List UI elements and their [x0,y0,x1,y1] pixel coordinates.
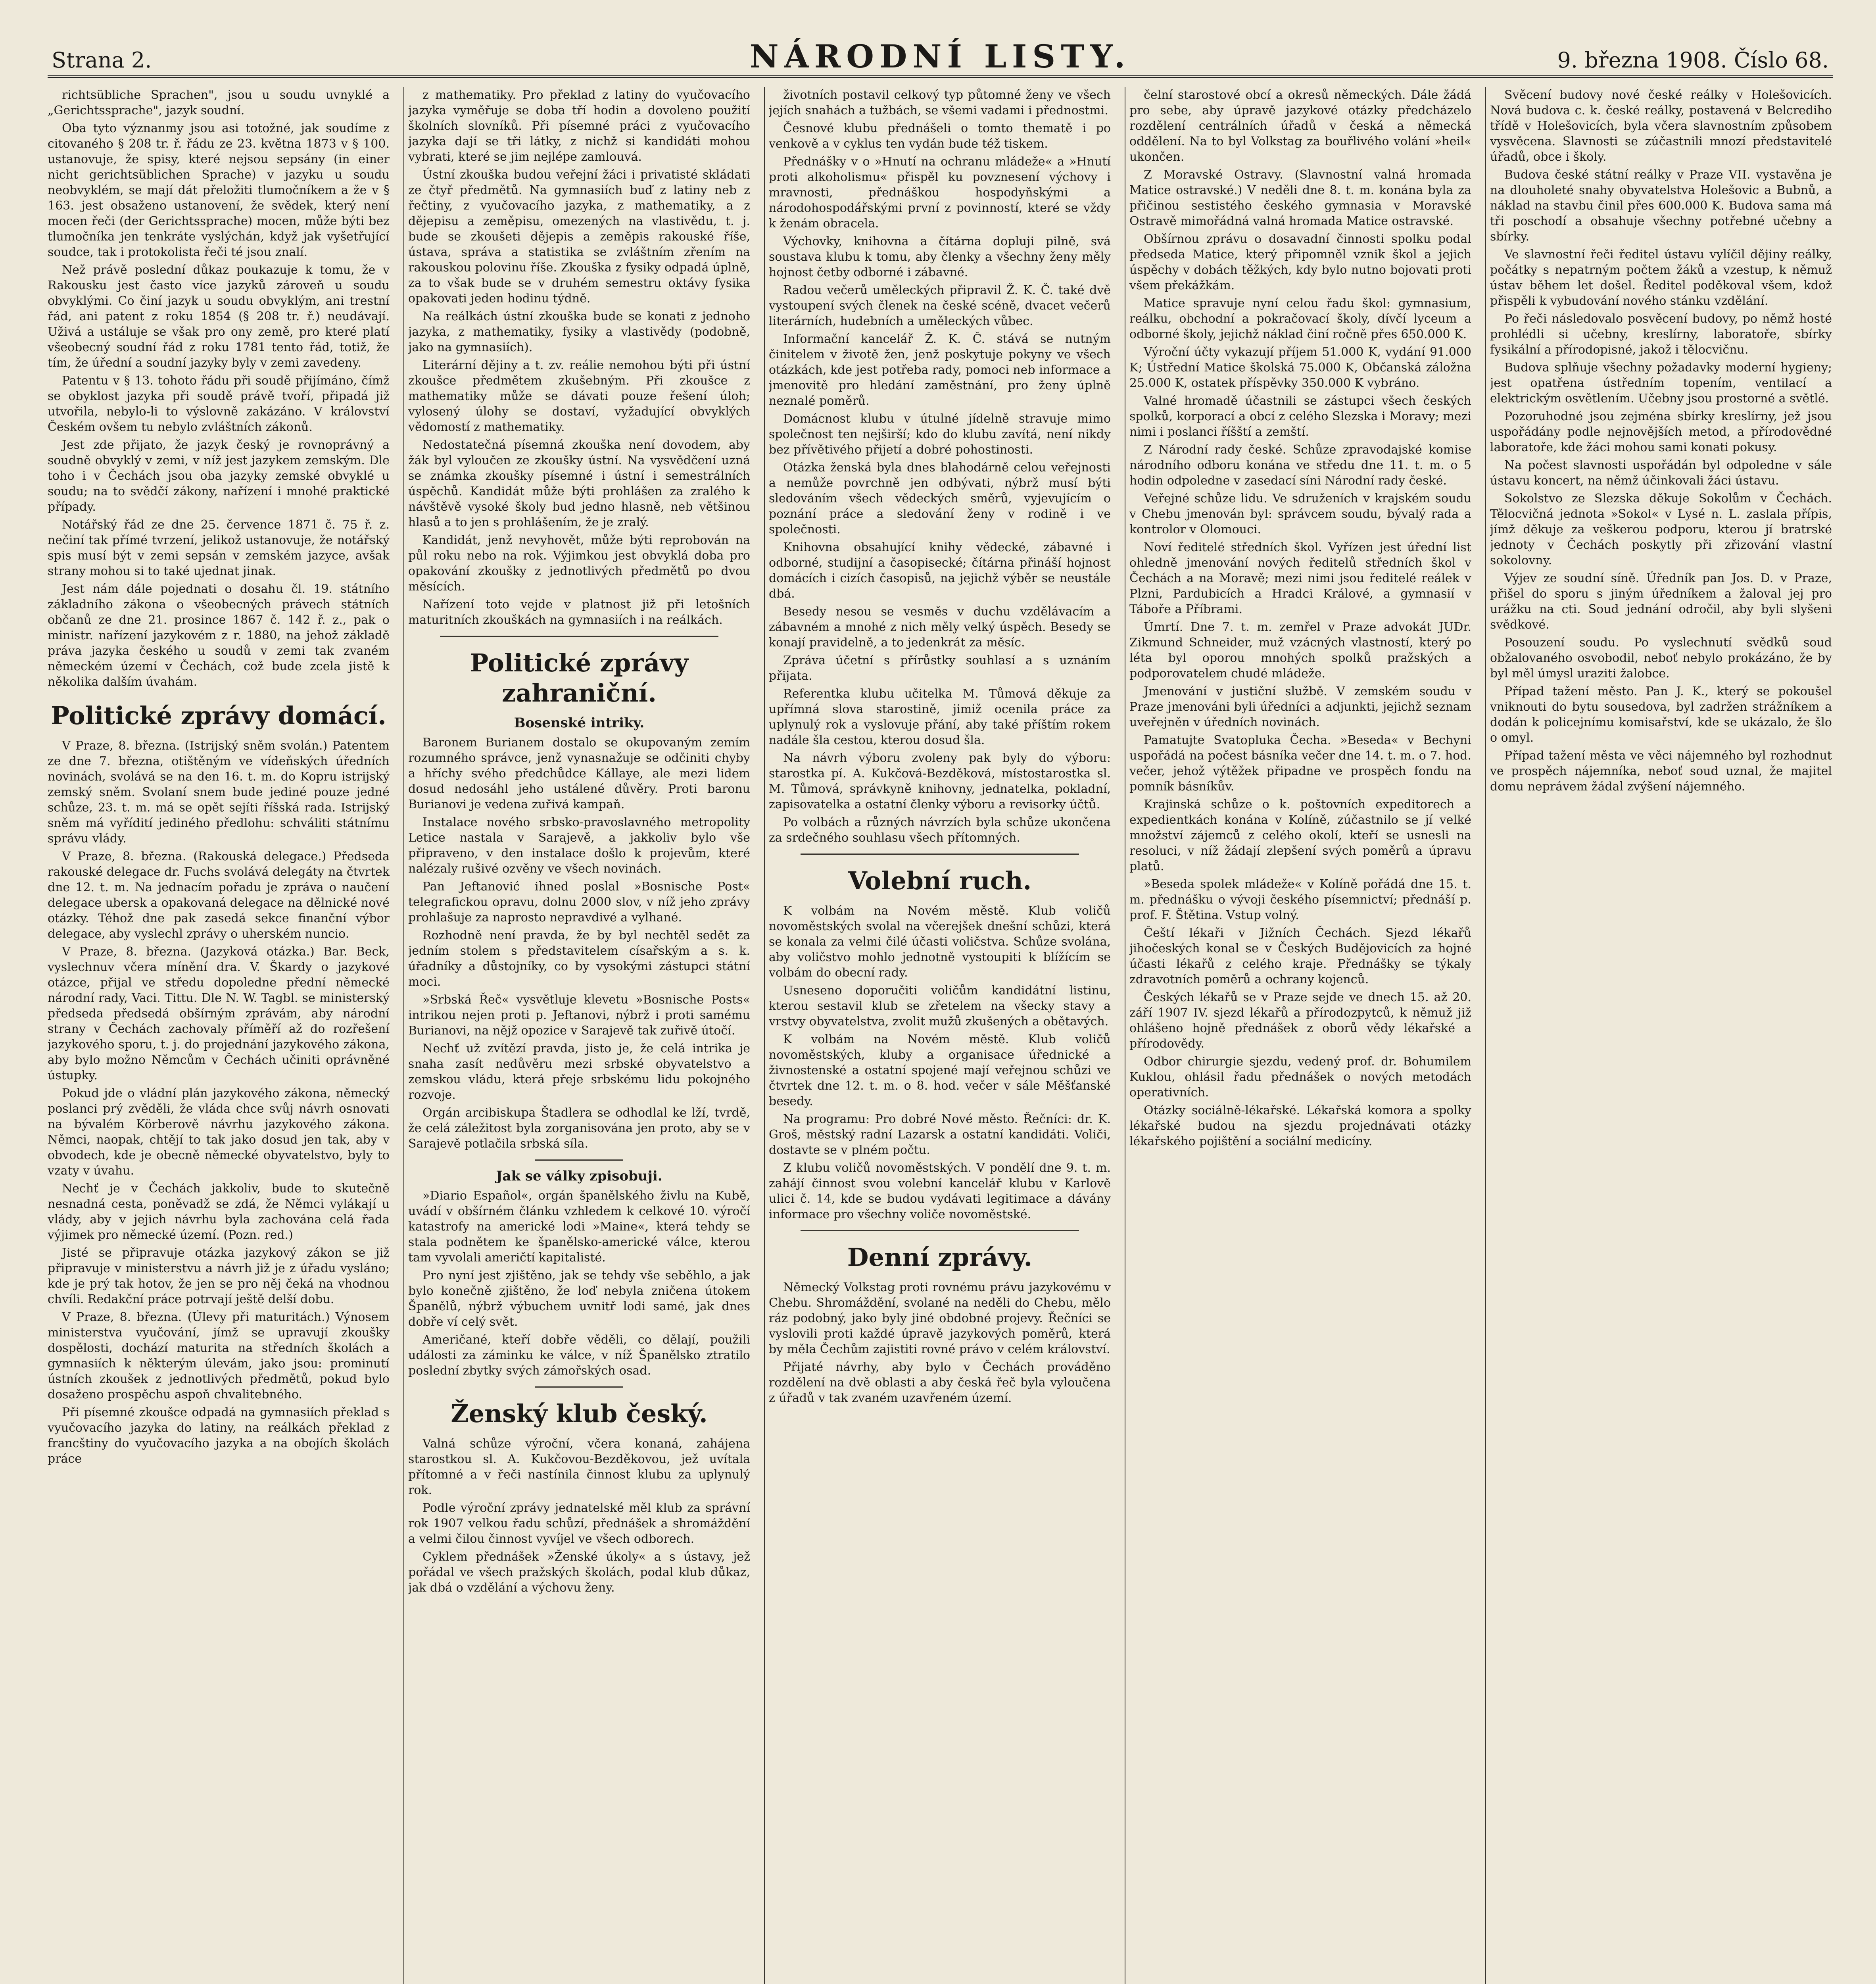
article-paragraph: Jisté se připravuje otázka jazykový zákon se již připravuje v ministerstvu a návrh již je z úřadu vysláno; kde je prý tak hotov, že jen se pro něj čeká na vhodnou chvíli. Redakční práce potrvají ještě delší dobu. [48,1246,390,1306]
article-paragraph: »Beseda spolek mládeže« v Kolíně pořádá dne 15. t. m. přednášku o vývoji českého písemnictví; přednáší p. prof. F. Štětina. Vstup volný. [1129,877,1471,922]
article-paragraph: Rozhodně není pravda, že by byl nechtěl sedět za jedním stolem s představitelem císařským a s. k. úřadníky a důstojníky, co by vysokými zástupci státní moci. [408,929,750,989]
article-paragraph: Pozoruhodné jsou zejména sbírky kreslírny, jež jsou uspořádány podle nejnovějších metod, a přírodovědné laboratoře, kde žáci mohou sami konati pokusy. [1490,409,1832,454]
article-paragraph: Nechť je v Čechách jakkoliv, bude to skutečně nesnadná cesta, poněvadž se zdá, že Němci vylákají u vlády, aby v jejich návrhu byla zachována celá řada výjimek pro německé území. (Pozn. red.) [48,1182,390,1242]
article-paragraph: K volbám na Novém městě. Klub voličů novoměstských svolal na včerejšek dnešní schůzi, která se konala za velmi čilé účasti voličstva. Schůze svolána, aby voličstvo mohlo jednotně vystoupiti k blížícím se volbám do obecní rady. [769,904,1111,980]
article-paragraph: Knihovna obsahující knihy vědecké, zábavné i odborné, studijní a časopisecké; čítárna přináší hojnost domácích i cizích časopisů, na jejichž výběr se neustále dbá. [769,540,1111,601]
column-4 [1129,87,1471,1984]
article-paragraph: Radou večerů uměleckých připravil Ž. K. Č. také dvě vystoupení svých členek na české scéně, dvacet večerů literárních, hudebních a uměleckých vůbec. [769,283,1111,328]
article-paragraph: Krajinská schůze o k. poštovních expeditorech a expedientkách konána v Kolíně, zúčastnilo se jí velké množství zájemců z celého okolí, kteří se usnesli na resoluci, v níž žádají zlepšení svých poměrů a úpravu platů. [1129,798,1471,873]
article-paragraph: Ústní zkouška budou veřejní žáci i privatisté skládati ze čtyř předmětů. Na gymnasiích buď z latiny neb z řečtiny, z vyučovacího jazyka, z mathematiky, a z dějepisu a zeměpisu, omezených na vlastivědu, t. j. bude se zkoušeti dějepis a zeměpis rakouské říše, ústava, správa a statistika se zvláštním zřením na rakouskou polovinu říše. Zkouška z fysiky odpadá úplně, za to však bude se v druhém semestru oktávy fysika opakovati jeden hodinu týdně. [408,168,750,306]
article-paragraph: Besedy nesou se vesměs v duchu vzdělávacím a zábavném a mnohé z nich měly velký úspěch. Besedy se konají pravidelně, a to jedenkrát za měsíc. [769,605,1111,650]
article-paragraph: Přednášky v o »Hnutí na ochranu mládeže« a »Hnutí proti alkoholismu« přispěl ku povznesení výchovy i mravnosti, přednáškou hospodyňskými a národohospodářskými první z povinností, které se vždy k ženám obracela. [769,155,1111,231]
article-paragraph: Usneseno doporučiti voličům kandidátní listinu, kterou sestavil klub se zřetelem na všecky stavy a vrstvy obyvatelstva, zvolit mužů zkušených a obětavých. [769,984,1111,1029]
article-paragraph: Případ tažení město. Pan J. K., který se pokoušel vniknouti do bytu sousedova, byl zadržen strážníkem a dodán k policejnímu komisařství, kde se ukázalo, že šlo o omyl. [1490,684,1832,745]
column-rule [403,87,404,1984]
article-paragraph: Valná schůze výroční, včera konaná, zahájena starostkou sl. A. Kukčovou-Bezděkovou, jež uvítala přítomné a v řeči nastínila činnost klubu za uplynulý rok. [408,1437,750,1497]
article-paragraph: Výjev ze soudní síně. Úředník pan Jos. D. v Praze, přišel do sporu s jiným úředníkem a žaloval jej pro urážku na cti. Soud jednání odročil, aby byli slyšeni svědkové. [1490,571,1832,632]
article-paragraph: Z Národní rady české. Schůze zpravodajské komise národního odboru konána ve středu dne 11. t. m. o 5 hodin odpoledne v zasedací síni Národní rady české. [1129,443,1471,488]
article-paragraph: V Praze, 8. března. (Istrijský sněm svolán.) Patentem ze dne 7. března, otištěným ve vídeňských úředních novinách, svolává se na den 16. t. m. do Kopru istrijský zemský sněm. Svolaní snem bude jediné pouze jedné schůze, 23. t. m. má se opět sejíti říšská rada. Istrijský sněm má vyřídití jediného předlohu: schváliti státnímu správu vlády. [48,739,390,846]
article-paragraph: richtsübliche Sprachen", jsou u soudu uvnyklé a „Gerichtssprache", jazyk soudní. [48,88,390,117]
article-paragraph: V Praze, 8. března. (Rakouská delegace.) Předseda rakouské delegace dr. Fuchs svolává delegáty na čtvrtek dne 12. t. m. Na jednacím pořadu je zpráva o naučení delegace ubersk a opakovaná delegace na dělnické nové otázky. Téhož dne pak zasedá sekce finanční výbor delegace, aby vyslechl zprávy o uherském nuncio. [48,850,390,941]
article-paragraph: Sokolstvo ze Slezska děkuje Sokolům v Čechách. Tělocvičná jednota »Sokol« v Lysé n. L. zaslala přípis, jímž děkuje za veškerou podporu, kterou jí bratrské jednoty v Čechách poskytly při zřizování vlastní sokolovny. [1490,492,1832,567]
article-paragraph: Než právě poslední důkaz poukazuje k tomu, že v Rakousku jest často více jazyků zároveň u soudu obvyklými. Co činí jazyk u soudu obvyklým, ani trestní řád, ani patent z roku 1854 (§ 208 tr. ř.) neudávají. Uživá a ustáluje se však pro ony země, pro které platí všeobecný soudní řád z roku 1781 tento řád, totiž, že tím, že úřední a soudní jazyky byly v zemi zavedeny. [48,263,390,370]
article-paragraph: Valné hromadě účastnili se zástupci všech českých spolků, korporací a obcí z celého Slezska i Moravy; mezi nimi i poslanci říšští a zemští. [1129,394,1471,439]
article-paragraph: Budova české státní reálky v Praze VII. vystavěna je na dlouholeté snahy obyvatelstva Holešovic a Bubnů, a náklad na stavbu činil přes 600.000 K. Budova sama má tři poschodí a obsahuje všechny potřebné učebny a sbírky. [1490,168,1832,244]
article-paragraph: Výchovky, knihovna a čítárna dopluji pilně, svá soustava klubu k tomu, aby členky a všechny ženy měly hojnost četby odborné i zábavné. [769,235,1111,279]
article-paragraph: K volbám na Novém městě. Klub voličů novoměstských, kluby a organisace úřednické a živnostenské a ostatní spojené mají veřejnou schůzi ve čtvrtek dne 12. t. m. o 8. hod. večer v sále Měšťanské besedy. [769,1032,1111,1108]
article-paragraph: Informační kancelář Ž. K. Č. stává se nutným činitelem v životě žen, jenž poskytuje pokyny ve všech otázkách, kde jest potřeba rady, pomoci neb informace a jmenovitě pro hledání zaměstnání, pro ženy úplně neznalé poměrů. [769,332,1111,408]
columns-container [48,87,1833,1984]
section-heading: Politické zprávy zahraniční. [470,648,689,707]
article-paragraph: Výroční účty vykazují příjem 51.000 K, vydání 91.000 K; Ústřední Matice školská 75.000 K, Občanská záložna 25.000 K, ostatek příspěvky 350.000 K vybráno. [1129,345,1471,390]
article-paragraph: V Praze, 8. března. (Úlevy při maturitách.) Výnosem ministerstva vyučování, jímž se upravují zkoušky dospělosti, dochází maturita na středních školách a gymnasiích k některým úlevám, jako jsou: prominutí ústních zkoušek z jednotlivých předmětů, pokud bylo dosaženo prospěchu aspoň chvalitebného. [48,1310,390,1401]
masthead [48,36,1833,78]
article-paragraph: Na návrh výboru zvoleny pak byly do výboru: starostka pí. A. Kukčová-Bezděková, místostarostka sl. M. Tůmová, správkyně knihovny, jednatelka, pokladní, zapisovatelka a ostatní členky výboru a revisorky účtů. [769,751,1111,811]
article-paragraph: Na reálkách ústní zkouška bude se konati z jednoho jazyka, z mathematiky, fysiky a vlastivědy (podobně, jako na gymnasiích). [408,310,750,354]
article-paragraph: Po volbách a různých návrzích byla schůze ukončena za srdečného souhlasu všech přítomných. [769,815,1111,845]
article-paragraph: Případ tažení města ve věci nájemného byl rozhodnut ve prospěch nájemníka, neboť soud uznal, že majitel domu neprávem žádal zvýšení nájemného. [1490,749,1832,794]
article-paragraph: V Praze, 8. března. (Jazyková otázka.) Bar. Beck, vyslechnuv včera mínění dra. V. Škardy o jazykové otázce, přijal ve středu dopoledne přední německé národní rady, Vaci. Tittu. Dle N. W. Tagbl. se ministerský předseda předsedá obšírným zprávám, aby národní strany v Čechách zachovaly příměří až do rozřešení jazykového sporu, t. j. do projednání jazykového zákona, aby bylo možno Němcům v Čechách učiniti oprávněné ústupky. [48,945,390,1082]
section-heading: Denní zprávy. [847,1243,1033,1272]
section-heading: Politické zprávy domácí. [51,701,386,730]
section-divider [440,636,718,637]
article-paragraph: Veřejné schůze lidu. Ve sdruženích v krajském soudu v Chebu jmenován byl: správcem soudu, bývalý rada a kontrolor v Olomouci. [1129,492,1471,536]
column-1 [48,87,390,1984]
article-paragraph: životních postavil celkový typ půtomné ženy ve všech jejích snahách a tužbách, se všemi vadami i přednostmi. [769,88,1111,117]
column-3 [769,87,1111,1984]
section-heading: Ženský klub český. [451,1399,708,1428]
article-paragraph: Jmenování v justiční službě. V zemském soudu v Praze jmenováni byli úředníci a adjunkti, jejichž seznam uveřejněn v úředních novinách. [1129,684,1471,729]
article-paragraph: Otázka ženská byla dnes blahodárně celou veřejnosti a nemůže povrchně jen odbývati, nýbrž musí býti sledováním všech vědeckých směrů, vyjevujícím o poznání práce a sledování ženy v rodině i ve společnosti. [769,461,1111,536]
section-heading: Volební ruch. [848,866,1032,895]
article-paragraph: Kandidát, jenž nevyhovět, může býti reprobován na půl roku nebo na rok. Výjimkou jest obvyklá doba pro opakování zkoušky z jednotlivých předmětů po dvou měsících. [408,533,750,594]
column-rule [1485,87,1486,1984]
article-paragraph: Pokud jde o vládní plán jazykového zákona, německý poslanci prý zvěděli, že vláda chce svůj návrh osnovati na bývalém Körberově návrhu jazykového zákona. Němci, naopak, chtějí to tak jako dosud jen tak, aby v obvodech, kde je obecně německé obyvatelstvo, byly to vzaty v úvahu. [48,1086,390,1178]
article-paragraph: Noví ředitelé středních škol. Vyřízen jest úřední list ohledně jmenování nových ředitelů středních škol v Čechách a na Moravě; mezi nimi jsou ředitelé reálek v Plzni, Pardubicích a Hradci Králové, a gymnasií v Táboře a Příbrami. [1129,540,1471,616]
article-paragraph: Jest nám dále pojednati o dosahu čl. 19. státního základního zákona o všeobecných právech státních občanů ze dne 21. prosince 1867 č. 142 ř. z., pak o ministr. nařízení jazykovém z r. 1880, na jehož základě práva jazyka českého u soudů v zemi tak zvaném německém území v Čechách, což bude zcela jistě k několika dalším úvahám. [48,582,390,689]
column-rule [764,87,765,1984]
article-paragraph: Z Moravské Ostravy. (Slavnostní valná hromada Matice ostravské.) V neděli dne 8. t. m. konána byla za přičinou sestistého českého gymnasia v Moravské Ostravě mimořádná valná hromada Matice ostravské. [1129,168,1471,228]
article-paragraph: »Diario Español«, orgán španělského živlu na Kubě, uvádí v obšírném článku vzhledem k celkové 10. výročí katastrofy na americké lodi »Maine«, která tehdy se stala podnětem ke španělsko-americké válce, kterou tam vyvolali američtí kapitalisté. [408,1189,750,1265]
newspaper-page [48,36,1833,1984]
article-paragraph: Ve slavnostní řeči ředitel ústavu vylíčil dějiny reálky, počátky s nepatrným počtem žáků a vzestup, k němuž ústav během let došel. Ředitel poděkoval všem, kdož přispěli k vybudování nového stánku vzdělání. [1490,248,1832,308]
article-paragraph: Otázky sociálně-lékařské. Lékařská komora a spolky lékařské budou na sjezdu projednávati otázky lékařského pojištění a sociální medicíny. [1129,1104,1471,1148]
newspaper-title: NÁRODNÍ LISTY. [749,38,1131,75]
article-paragraph: Zpráva účetní s přírůstky souhlasí a s uznáním přijata. [769,654,1111,683]
article-paragraph: Domácnost klubu v útulné jídelně stravuje mimo společnost ten nejširší; kdo do klubu zavítá, není nikdy bez přívětivého přijetí a dobré pohostinosti. [769,412,1111,457]
page-number: Strana 2. [52,48,152,73]
article-paragraph: Při písemné zkoušce odpadá na gymnasiích překlad s vyučovacího jazyka do latiny, na reálkách překlad z francštiny do vyučovacího jazyka a na obojích školách práce [48,1405,390,1466]
article-paragraph: Obšírnou zprávu o dosavadní činnosti spolku podal předseda Matice, který připomněl vznik škol a jejich úspěchy v dobách těžkých, kdy bylo nutno bojovati proti všem překážkám. [1129,232,1471,292]
article-paragraph: Jest zde přijato, že jazyk český je rovnoprávný a soudně obvyklý v zemi, v níž jest jazykem zemským. Dle toho i v Čechách jsou oba jazyky zemské obvyklé u soudu; na to svědčí zákony, nařízení i mnohé praktické případy. [48,438,390,514]
article-paragraph: Nedostatečná písemná zkouška není dovodem, aby žák byl vyloučen ze zkoušky ústní. Na vysvědčení uzná se známka zkoušky písemné i ústní i semestrálních úspěchů. Kandidát může býti prohlášen za zralého k návštěvě vysoké školy bud jedno hlasně, neb většinou hlasů a to jen s prohlášením, že je zralý. [408,438,750,529]
article-paragraph: Pro nyní jest zjištěno, jak se tehdy vše seběhlo, a jak bylo konečně zjištěno, že loď nebyla zničena útokem Španělů, nýbrž výbuchem uvnitř lodi samé, jak dnes dobře ví celý svět. [408,1269,750,1329]
article-paragraph: Literární dějiny a t. zv. reálie nemohou býti při ústní zkoušce předmětem zkušebným. Při zkoušce z mathematiky může se dávati pouze řešení úloh; vylosený úlohy se dostaví, vyžadující obvyklých vědomostí z mathematiky. [408,358,750,434]
article-paragraph: Notářský řád ze dne 25. července 1871 č. 75 ř. z. nečiní tak přímé tvrzení, jelikož ustanovuje, že notářský spis musí být v zemi sepsán v zemském jazyce, avšak strany mohou si to také ujednat jinak. [48,518,390,578]
date-issue: 9. března 1908. Číslo 68. [1557,48,1829,73]
article-paragraph: Úmrtí. Dne 7. t. m. zemřel v Praze advokát JUDr. Zikmund Schneider, muž vzácných vlastností, který po léta byl oporou mnohých spolků pražských a podporovatelem chudé mládeže. [1129,620,1471,681]
article-paragraph: Posouzení soudu. Po vyslechnutí svědků soud obžalovaného osvobodil, neboť nebylo prokázáno, že by byl měl úmysl uraziti žalobce. [1490,636,1832,681]
article-paragraph: Nařízení toto vejde v platnost již při letošních maturitních zkouškách na gymnasiích i na reálkách. [408,598,750,627]
article-paragraph: Oba tyto význanmy jsou asi totožné, jak soudíme z citovaného § 208 tr. ř. řádu ze 23. května 1873 v § 100. ustanovuje, že spisy, které nejsou sepsány (in einer nicht gerichtsüblichen Sprache) v jazyku u soudu neobvyklém, se mají dát přeložiti tlumočníkem a že v § 163. jest obsaženo ustanovení, že svědek, který není mocen řeči (der Gerichtssprache) mocen, může býti bez tlumočníka jen tenkráte vyslýchán, když jak vyšetřující soudce, tak i protokolista řeči té jsou znalí. [48,121,390,259]
article-paragraph: Svěcení budovy nové české reálky v Holešovicích. Nová budova c. k. české reálky, postavená v Belcrediho třídě v Holešovicích, byla včera slavnostním způsobem vysvěcena. Slavnosti se zúčastnili mnozí představitelé úřadů, obce i školy. [1490,88,1832,164]
article-paragraph: »Srbská Řeč« vysvětluje klevetu »Bosnische Posts« intrikou nejen proti p. Jeftanovi, nýbrž i proti samému Burianovi, na nějž opozice v Sarajevě tak zuřivě útočí. [408,993,750,1038]
article-paragraph: Cyklem přednášek »Ženské úkoly« a s ústavy, jež pořádal ve všech pražských školách, podal klub důkaz, jak dbá o vzdělání a výchovu ženy. [408,1550,750,1595]
article-paragraph: Instalace nového srbsko-pravoslavného metropolity Letice nastala v Sarajevě, a jakkoliv bylo vše připraveno, v den instalace došlo k projevům, které nalézaly rušivé ozvěny ve všech novinách. [408,815,750,876]
article-paragraph: Američané, kteří dobře věděli, co dělají, použili události za záminku ke válce, v níž Španělsko ztratilo poslední zbytky svých zámořských osad. [408,1333,750,1378]
article-paragraph: Orgán arcibiskupa Štadlera se odhodlal ke lží, tvrdě, že celá záležitost byla zorganisována jen proto, aby se v Sarajevě potlačila srbská síla. [408,1106,750,1151]
article-paragraph: Na počest slavnosti uspořádán byl odpoledne v sále ústavu koncert, na němž účinkovali žáci ústavu. [1490,458,1832,488]
column-5 [1490,87,1832,1984]
article-paragraph: Patentu v § 13. tohoto řádu při soudě přijímáno, čímž se obyklost jazyka při soudě právě tvoří, připadá již utvořila, nebylo-li to výslovně zakázáno. V království Českém ovšem tu nebylo zvláštních zákonů. [48,374,390,434]
article-heading: Bosenské intriky. [514,715,645,731]
article-paragraph: čelní starostové obcí a okresů německých. Dále žádá pro sebe, aby úpravě jazykové otázky předcházelo rozdělení centrálních úřadů v česká a německá oddělení. Na to byl Volkstag za bouřlivého volání »heil« ukončen. [1129,88,1471,164]
article-paragraph: Po řeči následovalo posvěcení budovy, po němž hosté prohlédli si učebny, kreslírny, laboratoře, sbírky fysikální a přírodopisné, jakož i tělocvičnu. [1490,312,1832,357]
article-paragraph: Referentka klubu učitelka M. Tůmová děkuje za upřímná slova starostině, jimiž ocenila práce za uplynulý rok a vyslovuje přání, aby také příštím rokem nadále šla cestou, kterou dosud šla. [769,687,1111,747]
article-paragraph: Matice spravuje nyní celou řadu škol: gymnasium, reálku, obchodní a pokračovací školy, dívčí lyceum a odborné školy, jejichž náklad činí ročně přes 650.000 K. [1129,296,1471,341]
column-2 [408,87,750,1984]
section-divider [801,854,1079,855]
section-divider [801,1230,1079,1231]
section-divider [535,1159,623,1161]
article-paragraph: Odbor chirurgie sjezdu, vedený prof. dr. Bohumilem Kuklou, ohlásil řadu přednášek o nových metodách operativních. [1129,1055,1471,1100]
article-paragraph: Budova splňuje všechny požadavky moderní hygieny; jest opatřena ústředním topením, ventilací a elektrickým osvětlením. Učebny jsou prostorné a světlé. [1490,361,1832,406]
article-paragraph: Českých lékařů se v Praze sejde ve dnech 15. až 20. září 1907 IV. sjezd lékařů a přírodozpytců, k němuž již ohlášeno hojně přednášek z oborů vědy lékařské a přírodovědy. [1129,990,1471,1051]
article-paragraph: Pamatujte Svatopluka Čecha. »Beseda« v Bechyni uspořádá na počest básníka večer dne 14. t. m. o 7. hod. večer, jehož výtěžek připadne ve prospěch fondu na pomník básníkův. [1129,733,1471,794]
article-paragraph: z mathematiky. Pro překlad z latiny do vyučovacího jazyka vyměřuje se doba tří hodin a dovoleno použití školních slovníků. Při písemné práci z vyučovacího jazyka dají se tři látky, z nichž si kandidáti mohou vybrati, které se jim nejlépe zamlouvá. [408,88,750,164]
article-paragraph: Na programu: Pro dobré Nové město. Řečníci: dr. K. Groš, městský radní Lazarsk a ostatní kandidáti. Voliči, dostavte se v plném počtu. [769,1112,1111,1157]
article-heading: Jak se války zpisobuji. [496,1168,662,1184]
article-paragraph: Čeští lékaři v Jižních Čechách. Sjezd lékařů jihočeských konal se v Českých Budějovicích za hojné účasti lékařů z celého kraje. Přednášky se týkaly zdravotních poměrů a ochrany kojenců. [1129,926,1471,986]
article-paragraph: Přijaté návrhy, aby bylo v Čechách prováděno rozdělení na dvě oblasti a aby česká řeč byla vyloučena z úřadů v tak zvaném uzavřeném území. [769,1360,1111,1405]
article-paragraph: Nechť už zvítězí pravda, jisto je, že celá intrika je snaha zasít nedůvěru mezi srbské obyvatelstvo a zemskou vládu, která přeje srbskému lidu pokojného rozvoje. [408,1042,750,1102]
article-paragraph: Německý Volkstag proti rovnému právu jazykovému v Chebu. Shromáždění, svolané na neděli do Chebu, mělo ráz podobný, jako byly jiné obdobné projevy. Řečníci se vyslovili proti každé úpravě jazykových poměrů, která by měla Čechům zajistiti rovné právo v celém království. [769,1280,1111,1356]
section-divider [535,1386,623,1388]
article-paragraph: Česnové klubu přednášeli o tomto thematě i po venkově a v cyklus ten vydán bude též tiskem. [769,121,1111,151]
article-paragraph: Baronem Burianem dostalo se okupovaným zemím rozumného správce, jenž vynasnažuje se odčiniti chyby a hříchy svého předchůdce Kállaye, ale mezi lidem dosud nedosáhl jeho ustálené důvěry. Proti baronu Burianovi je vedena zuřivá kampaň. [408,736,750,811]
article-paragraph: Podle výroční zprávy jednatelské měl klub za správní rok 1907 velkou řadu schůzí, přednášek a shromáždění a velmi čilou činnost vyvíjel ve všech odborech. [408,1501,750,1546]
article-paragraph: Pan Jeftanović ihned poslal »Bosnische Post« telegrafickou opravu, dolnu 2000 slov, v níž jeho zprávy prohlašuje za naprosto nepravdivé a vylhané. [408,880,750,925]
article-paragraph: Z klubu voličů novoměstských. V pondělí dne 9. t. m. zahájí činnost svou volební kancelář klubu v Karlově ulici č. 14, kde se budou vydávati legitimace a dávány informace pro všechny voliče novoměstské. [769,1161,1111,1221]
